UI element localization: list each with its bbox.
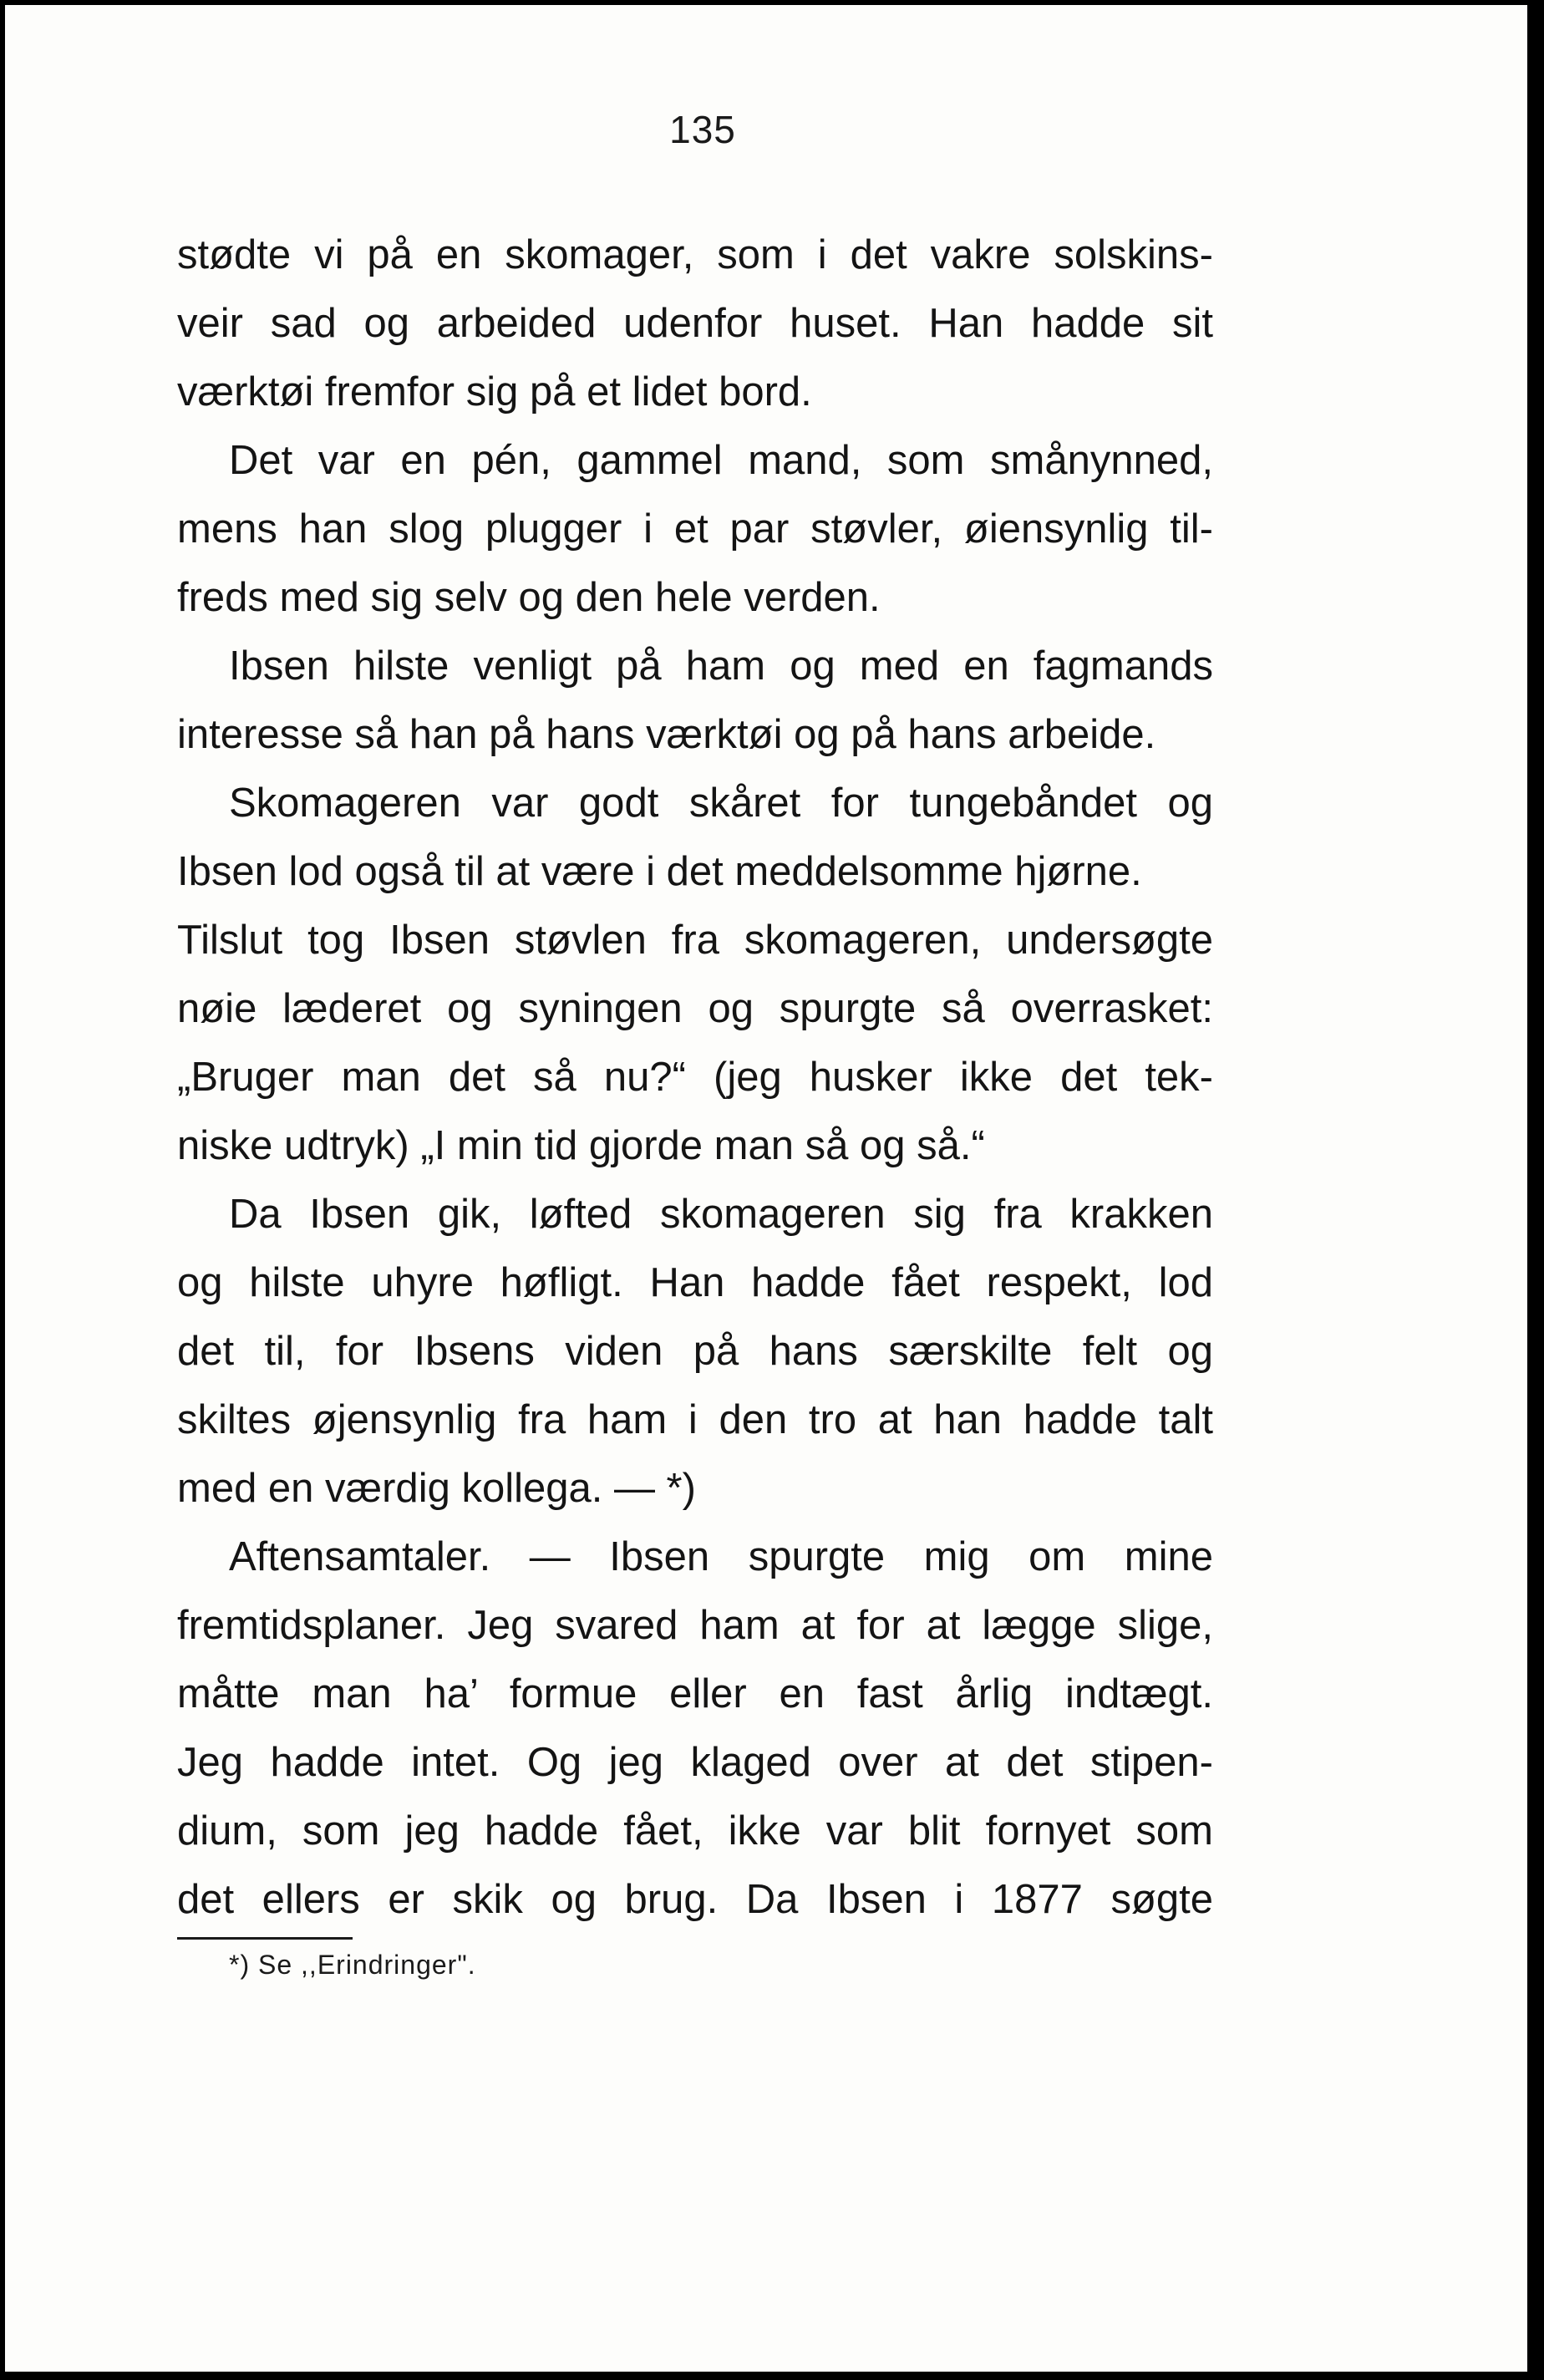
text-line: Tilslut tog Ibsen støvlen fra skomageren, undersøgte xyxy=(177,918,1213,963)
text-line: måtte man ha’ formue eller en fast årlig indtægt. xyxy=(177,1671,1213,1716)
text-line: Ibsen lod også til at være i det meddelsomme hjørne. xyxy=(177,849,1142,894)
text-line: stødte vi på en skomager, som i det vakre solskins- xyxy=(177,232,1213,277)
text-line: mens han slog plugger i et par støvler, øiensynlig til- xyxy=(177,506,1213,552)
text-line: det ellers er skik og brug. Da Ibsen i 1877 søgte xyxy=(177,1877,1213,1922)
text-line: interesse så han på hans værktøi og på hans arbeide. xyxy=(177,712,1156,757)
text-line: veir sad og arbeided udenfor huset. Han hadde sit xyxy=(177,301,1213,346)
text-line: med en værdig kollega. — *) xyxy=(177,1466,696,1511)
text-line: „Bruger man det så nu?“ (jeg husker ikke det tek- xyxy=(177,1055,1213,1100)
text-line: Det var en pén, gammel mand, som smånynned, xyxy=(229,438,1213,483)
text-line: Ibsen hilste venligt på ham og med en fagmands xyxy=(229,643,1213,689)
text-line: Da Ibsen gik, løfted skomageren sig fra krakken xyxy=(229,1192,1213,1237)
text-line: fremtidsplaner. Jeg svared ham at for at lægge slige, xyxy=(177,1603,1213,1648)
text-line: Aftensamtaler. — Ibsen spurgte mig om mine xyxy=(229,1534,1213,1579)
book-page xyxy=(5,5,1527,2372)
text-line: Skomageren var godt skåret for tungebåndet og xyxy=(229,781,1213,826)
text-line: niske udtryk) „I min tid gjorde man så og så.“ xyxy=(177,1123,985,1168)
page-number: 135 xyxy=(669,108,736,151)
footnote: *) Se ,,Erindringer". xyxy=(229,1950,476,1980)
text-line: dium, som jeg hadde fået, ikke var blit fornyet som xyxy=(177,1808,1213,1854)
text-line: Jeg hadde intet. Og jeg klaged over at det stipen- xyxy=(177,1740,1213,1785)
text-line: og hilste uhyre høfligt. Han hadde fået respekt, lod xyxy=(177,1260,1213,1305)
text-line: værktøi fremfor sig på et lidet bord. xyxy=(177,369,812,414)
text-line: nøie læderet og syningen og spurgte så overrasket: xyxy=(177,986,1213,1031)
footnote-divider xyxy=(177,1937,353,1940)
body-text xyxy=(177,221,1213,1934)
text-line: freds med sig selv og den hele verden. xyxy=(177,575,881,620)
text-line: skiltes øjensynlig fra ham i den tro at han hadde talt xyxy=(177,1397,1213,1442)
text-line: det til, for Ibsens viden på hans særskilte felt og xyxy=(177,1329,1213,1374)
